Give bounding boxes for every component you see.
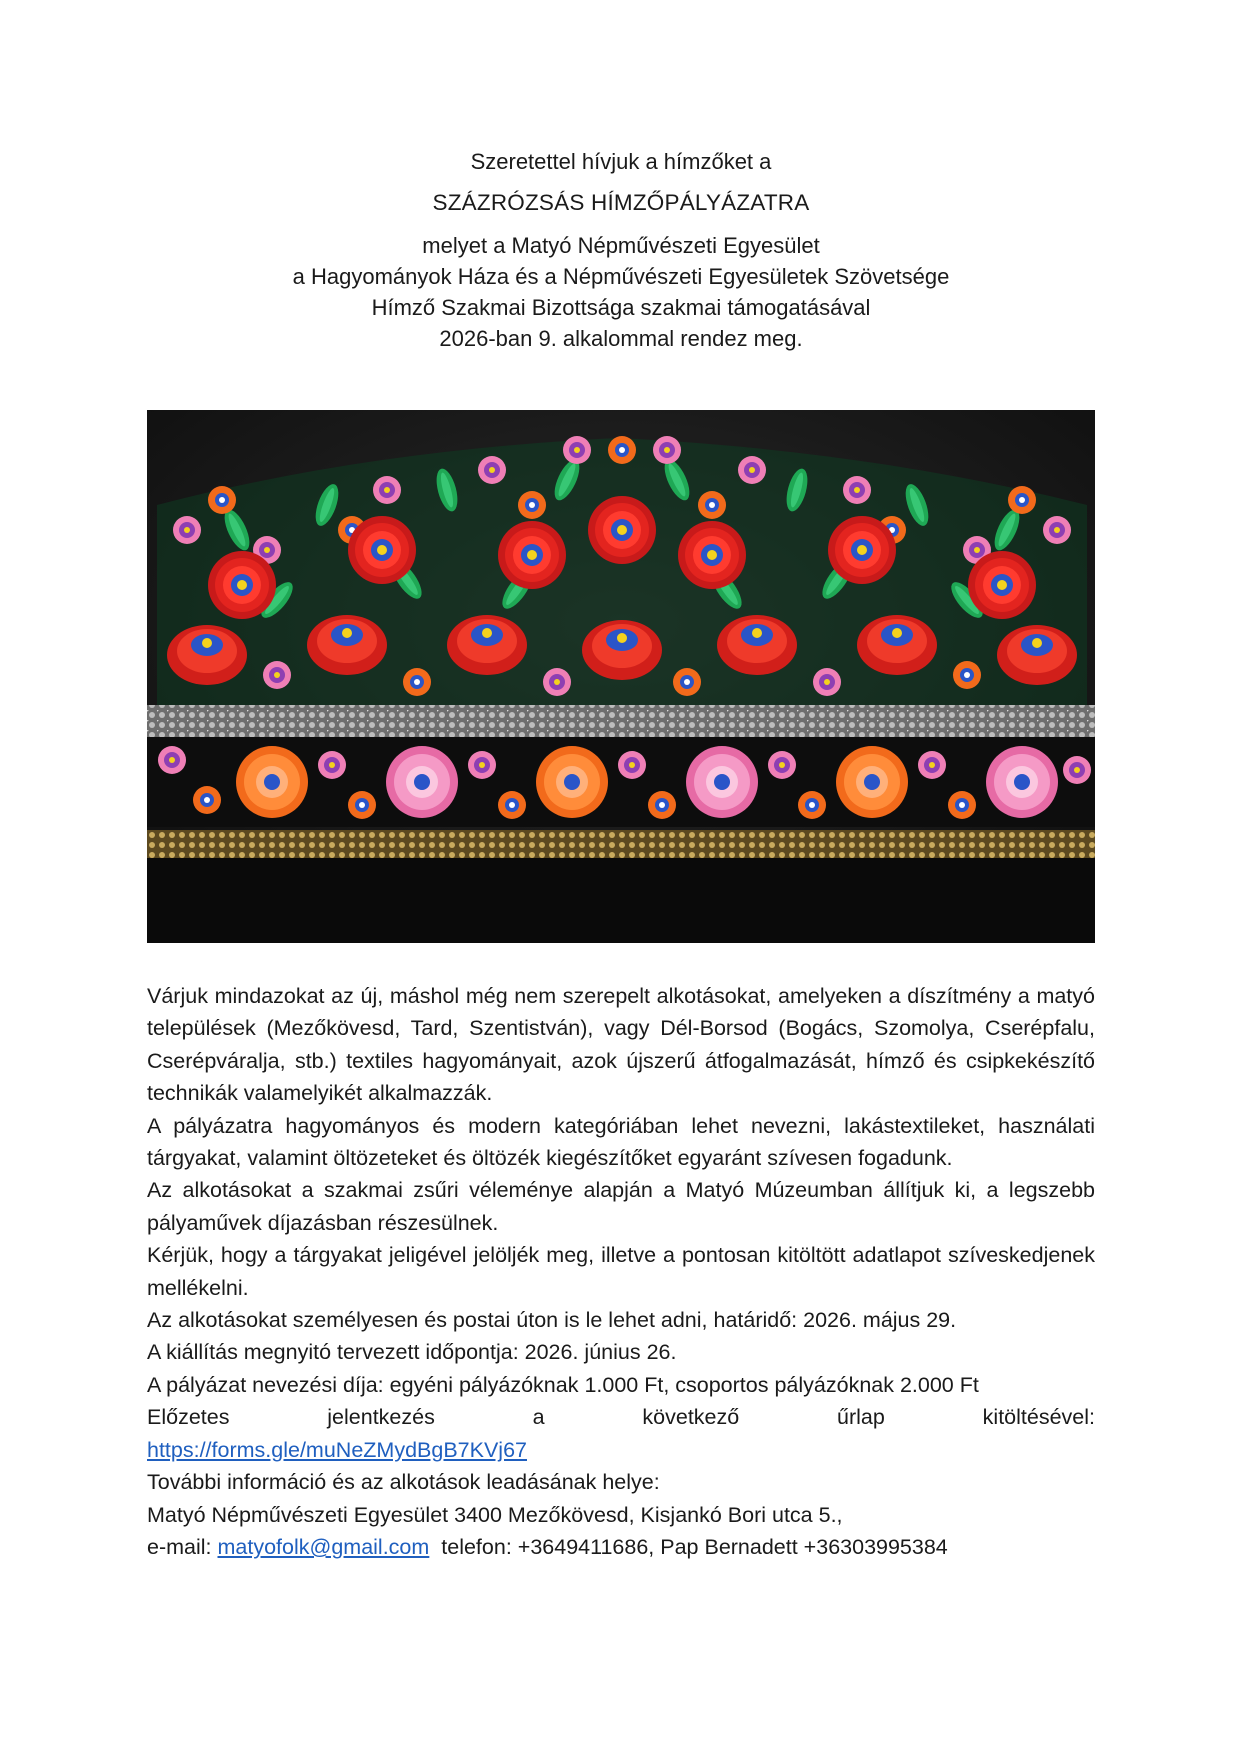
paragraph-eligibility: Várjuk mindazokat az új, máshol még nem szerepelt alkotásokat, amelyeken a díszítmény a matyó települések (Mezőkövesd, Tard, Szentistván), vagy Dél-Borsod (Bogács, Szomolya, Cserépfalu, Cserépváralja, stb.) textiles hagyományait, azok újszerű átfogalmazását, hímző és csipkekészítő technikák valamelyikét alkalmazzák. bbox=[147, 984, 1095, 1106]
support-line-2: Hímző Szakmai Bizottsága szakmai támogatásával bbox=[371, 295, 871, 320]
paragraph-labeling: Kérjük, hogy a tárgyakat jeligével jelöljék meg, illetve a pontosan kitöltött adatlapot szíveskedjenek mellékelni. bbox=[147, 1243, 1095, 1300]
registration-form-link[interactable]: https://forms.gle/muNeZMydBgB7KVj67 bbox=[147, 1437, 527, 1462]
organizer-line: melyet a Matyó Népművészeti Egyesület bbox=[422, 233, 820, 258]
fee-line: A pályázat nevezési díja: egyéni pályázóknak 1.000 Ft, csoportos pályázóknak 2.000 Ft bbox=[147, 1372, 979, 1397]
deadline-line: Az alkotásokat személyesen és postai úton is le lehet adni, határidő: 2026. május 29. bbox=[147, 1308, 957, 1333]
email-link[interactable]: matyofolk@gmail.com bbox=[217, 1534, 430, 1559]
phone-text: telefon: +3649411686, Pap Bernadett +36303995384 bbox=[441, 1534, 948, 1559]
opening-line: A kiállítás megnyitó tervezett időpontja: 2026. június 26. bbox=[147, 1340, 677, 1365]
paragraph-categories: A pályázatra hagyományos és modern kategóriában lehet nevezni, lakástextileket, használati tárgyakat, valamint öltözeteket és öltözék kiegészítőket egyaránt szívesen fogadunk. bbox=[147, 1113, 1095, 1171]
invite-line: Szeretettel hívjuk a hímzőket a bbox=[470, 149, 772, 174]
contact-line bbox=[147, 1531, 1095, 1563]
support-line-1: a Hagyományok Háza és a Népművészeti Egyesületek Szövetsége bbox=[292, 264, 950, 289]
edition-line: 2026-ban 9. alkalommal rendez meg. bbox=[439, 326, 803, 351]
paragraph-exhibition: Az alkotásokat a szakmai zsűri véleménye alapján a Matyó Múzeumban állítjuk ki, a legszebb pályaművek díjazásban részesülnek. bbox=[147, 1178, 1095, 1235]
registration-line: Előzetes jelentkezés a következő űrlap kitöltésével: bbox=[147, 1405, 1095, 1430]
embroidery-illustration bbox=[147, 410, 1095, 943]
announcement-header bbox=[147, 146, 1095, 354]
competition-title: SZÁZRÓZSÁS HÍMZŐPÁLYÁZATRA bbox=[432, 190, 810, 215]
embroidery-photo bbox=[147, 410, 1095, 943]
info-line: További információ és az alkotások leadásának helye: bbox=[147, 1470, 660, 1495]
address-line: Matyó Népművészeti Egyesület 3400 Mezőkövesd, Kisjankó Bori utca 5., bbox=[147, 1502, 843, 1527]
announcement-body bbox=[147, 980, 1095, 1563]
email-label: e-mail: bbox=[147, 1534, 212, 1559]
